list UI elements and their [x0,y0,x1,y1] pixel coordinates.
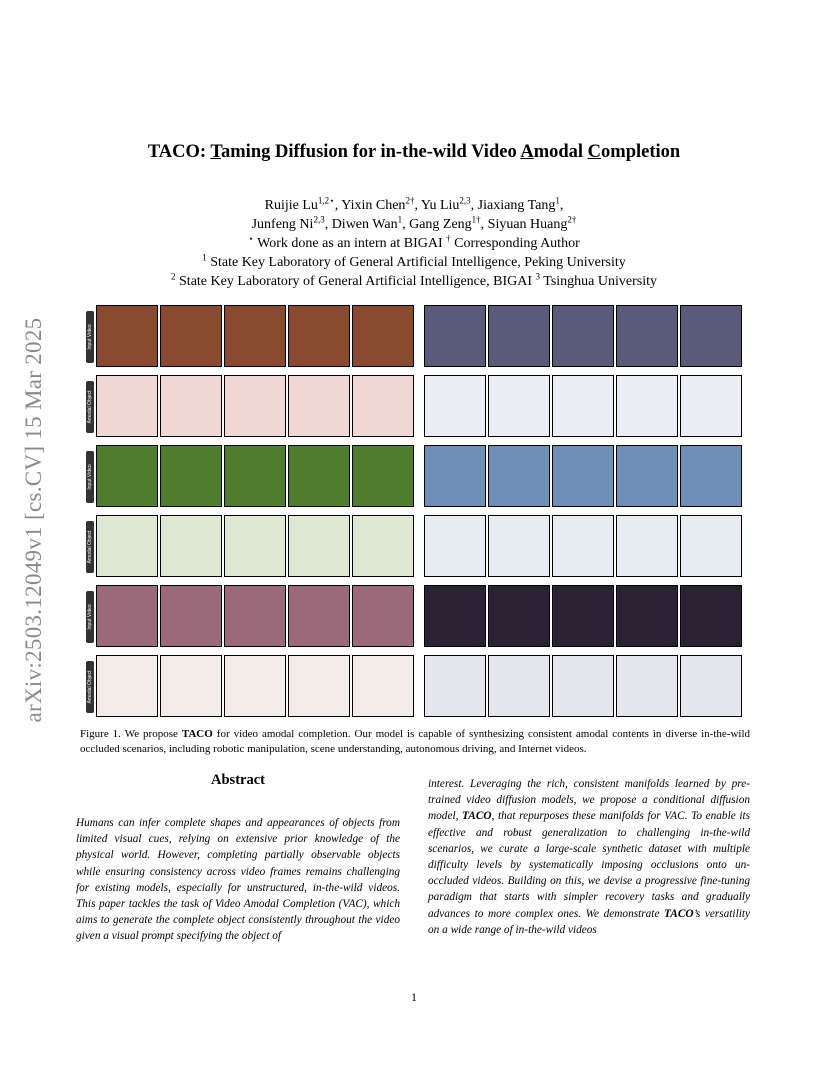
video-frame [616,585,678,647]
abstract-text-right: interest. Leveraging the rich, consistent manifolds learned by pre-trained video diffusion models, we propose a conditional diffusion model, TACO, that repurposes these manifolds for VAC. To enable its effective and robust generalization to challenging in-the-wild scenarios, we curate a large-scale synthetic dataset with multiple difficulty levels by systematically imposing occlusions onto un-occluded videos. Building on this, we devise a progressive fine-tuning paradigm that starts with simpler recovery tasks and gradually advances to more complex ones. We demonstrate TACO’s versatility on a wide range of in-the-wild videos [428,778,750,936]
video-frame [680,445,742,507]
left-frame-strip [96,305,414,367]
video-frame [488,515,550,577]
affiliation-1: $^1$ State Key Laboratory of General Artificial Intelligence, Peking University [202,252,626,270]
video-frame [552,585,614,647]
video-frame [160,515,222,577]
video-frame [488,655,550,717]
video-frame [96,585,158,647]
right-frame-strip [424,375,742,437]
video-frame [680,305,742,367]
video-frame [424,515,486,577]
video-frame [680,515,742,577]
video-frame [288,585,350,647]
video-frame [160,655,222,717]
video-frame [680,585,742,647]
video-frame [224,305,286,367]
row-label [86,381,94,433]
video-frame [616,515,678,577]
author-block [80,196,748,291]
video-frame [288,305,350,367]
row-label [86,661,94,713]
video-frame [424,445,486,507]
video-frame [488,585,550,647]
video-frame [96,305,158,367]
video-frame [224,655,286,717]
video-frame [224,375,286,437]
row-label-text: Input Video [87,464,93,490]
video-frame [288,445,350,507]
video-frame [224,585,286,647]
left-frame-strip [96,655,414,717]
row-label-text: Amodal Object [87,670,93,704]
author-line-1: Ruijie $Lu^{1,2⋆}$, Yixin Chen$^{2\dagger}$, Yu Liu$^{2,3}$, Jiaxiang Tang$^1$, [264,195,564,213]
video-frame [488,305,550,367]
author-line-2: Junfeng Ni$^{2,3}$, Diwen Wan$^1$, Gang Zeng$^{1\dagger}$, Siyuan Huang$^{2\dagger}$ [251,214,577,232]
abstract-left-column [76,772,400,945]
video-frame [352,515,414,577]
figure-row [86,515,748,577]
video-frame [552,375,614,437]
video-frame [352,445,414,507]
video-frame [488,445,550,507]
abstract-heading: Abstract [211,772,265,788]
video-frame [96,445,158,507]
video-frame [160,375,222,437]
video-frame [288,375,350,437]
video-frame [424,585,486,647]
video-frame [288,515,350,577]
row-label-text: Amodal Object [87,530,93,564]
video-frame [160,305,222,367]
figure-row [86,375,748,437]
affiliation-2: $^2$ State Key Laboratory of General Artificial Intelligence, BIGAI $^3$ Tsinghua University [171,271,657,289]
video-frame [424,655,486,717]
video-frame [424,375,486,437]
right-frame-strip [424,585,742,647]
left-frame-strip [96,375,414,437]
video-frame [352,305,414,367]
video-frame [616,655,678,717]
video-frame [96,375,158,437]
video-frame [552,445,614,507]
figure-row [86,585,748,647]
paper-title: TACO: Taming Diffusion for in-the-wild Video Amodal Completion [147,142,681,162]
video-frame [160,445,222,507]
video-frame [352,585,414,647]
video-frame [680,655,742,717]
row-label [86,311,94,363]
row-label [86,451,94,503]
video-frame [552,515,614,577]
row-label-text: Amodal Object [87,390,93,424]
video-frame [616,305,678,367]
row-label [86,591,94,643]
figure-row [86,655,748,717]
video-frame [96,655,158,717]
figure-row [86,305,748,367]
video-frame [288,655,350,717]
video-frame [424,305,486,367]
right-frame-strip [424,655,742,717]
video-frame [224,515,286,577]
right-frame-strip [424,305,742,367]
video-frame [552,655,614,717]
row-label-text: Input Video [87,324,93,350]
figure-row [86,445,748,507]
video-frame [616,445,678,507]
video-frame [96,515,158,577]
abstract-right-column [428,776,750,938]
video-frame [352,655,414,717]
figure-1 [86,305,748,717]
video-frame [160,585,222,647]
left-frame-strip [96,585,414,647]
author-note: ⋆ Work done as an intern at BIGAI † Corresponding Author [248,233,580,251]
row-label-text: Input Video [87,604,93,630]
abstract-text-left: Humans can infer complete shapes and appearances of objects from limited visual cues, relying on extensive prior knowledge of the physical world. However, completing partially observable objects while ensuring consistency across video frames remains challenging for existing models, especially for unstructured, in-the-wild videos. This paper tackles the task of Video Amodal Completion (VAC), which aims to generate the complete object consistently throughout the video given a visual prompt specifying the object of [76,817,400,943]
right-frame-strip [424,515,742,577]
page-number: 1 [411,990,417,1004]
figure-caption: Figure 1. We propose TACO for video amodal completion. Our model is capable of synthesizing consistent amodal contents in diverse in-the-wild occluded scenarios, including robotic manipulation, scene understanding, autonomous driving, and Internet videos. [80,728,751,755]
left-frame-strip [96,515,414,577]
video-frame [352,375,414,437]
arxiv-stamp: arXiv:2503.12049v1 [cs.CV] 15 Mar 2025 [21,317,46,723]
video-frame [224,445,286,507]
row-label [86,521,94,573]
right-frame-strip [424,445,742,507]
video-frame [680,375,742,437]
video-frame [616,375,678,437]
video-frame [488,375,550,437]
left-frame-strip [96,445,414,507]
video-frame [552,305,614,367]
